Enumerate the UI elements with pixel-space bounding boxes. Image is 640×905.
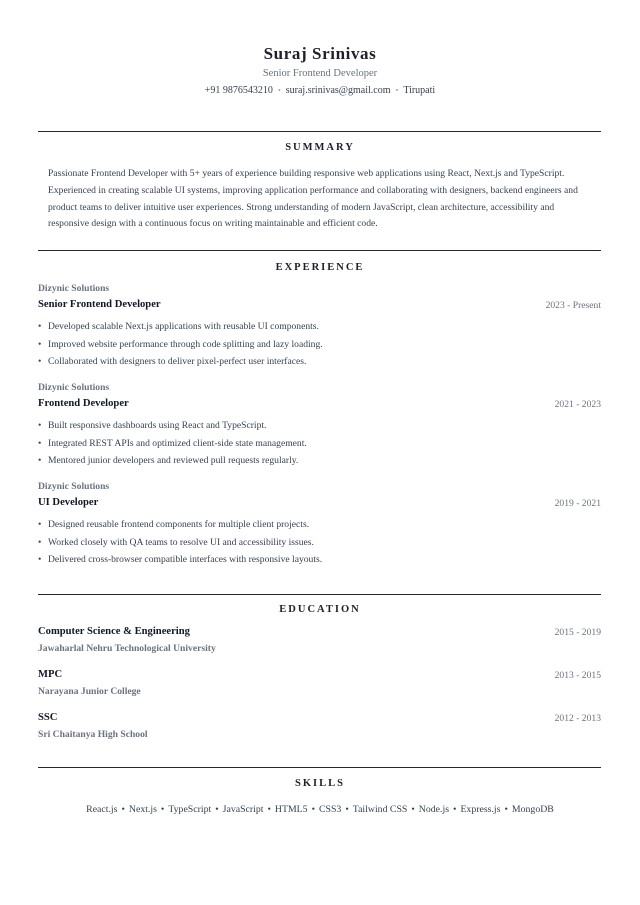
skill-item: CSS3 — [319, 804, 342, 815]
education-dates: 2015 - 2019 — [554, 627, 601, 638]
contact-separator: • — [277, 86, 281, 95]
skill-item: HTML5 — [274, 804, 308, 815]
job-bullets — [38, 516, 322, 569]
job-company: Dizynic Solutions — [38, 481, 110, 492]
candidate-title: Senior Frontend Developer — [262, 68, 378, 79]
education-degree: Computer Science & Engineering — [38, 626, 190, 637]
list-item: • Integrated REST APIs and optimized client-side state management. — [38, 437, 307, 449]
skill-item: MongoDB — [511, 804, 554, 815]
job-bullets — [38, 417, 307, 470]
section-divider — [38, 767, 601, 768]
education-dates: 2012 - 2013 — [554, 713, 601, 724]
resume-header — [0, 44, 640, 98]
experience-heading: EXPERIENCE — [275, 262, 365, 273]
list-item: • Collaborated with designers to deliver pixel-perfect user interfaces. — [38, 356, 307, 367]
skill-separator: • — [311, 804, 315, 815]
skill-separator: • — [160, 804, 165, 815]
skill-item: Node.js — [418, 804, 450, 815]
skill-separator: • — [267, 804, 271, 815]
education-heading: EDUCATION — [279, 604, 361, 615]
contact-separator: • — [395, 86, 399, 95]
skill-separator: • — [411, 804, 415, 815]
skill-separator: • — [504, 804, 508, 815]
summary-heading: SUMMARY — [285, 142, 355, 153]
skills-list — [0, 804, 640, 815]
section-divider — [38, 131, 601, 132]
education-degree: MPC — [38, 669, 63, 680]
skills-heading: SKILLS — [295, 778, 345, 789]
list-item: • Improved website performance through code splitting and lazy loading. — [38, 338, 323, 350]
list-item: • Mentored junior developers and reviewed pull requests regularly. — [38, 455, 299, 466]
skill-separator: • — [345, 804, 349, 815]
education-school: Sri Chaitanya High School — [38, 729, 148, 740]
list-item: • Delivered cross-browser compatible interfaces with responsive layouts. — [38, 554, 323, 565]
contact-phone: +91 9876543210 — [204, 85, 273, 96]
job-dates: 2019 - 2021 — [554, 498, 601, 509]
job-bullets — [38, 318, 323, 371]
job-company: Dizynic Solutions — [38, 382, 110, 393]
skill-separator: • — [215, 804, 219, 815]
job-dates: 2023 - Present — [545, 300, 601, 311]
candidate-name: Suraj Srinivas — [263, 44, 377, 63]
contact-line — [0, 84, 640, 98]
contact-location: Tirupati — [403, 85, 436, 96]
section-divider — [38, 594, 601, 595]
education-school: Jawaharlal Nehru Technological University — [38, 643, 216, 654]
job-role: UI Developer — [38, 497, 99, 508]
skill-item: TypeScript — [168, 804, 212, 815]
list-item: • Worked closely with QA teams to resolve UI and accessibility issues. — [38, 536, 314, 548]
summary-text: Passionate Frontend Developer with 5+ years of experience building responsive web applications using React, Next.js and TypeScript. Experienced in creating scalable UI systems, improving application performance and collaborating with designers, backend engineers and product teams to deliver intuitive user experiences. Strong understanding of modern JavaScript, clean architecture, accessibility and responsive design with a continuous focus on writing maintainable and efficient code. — [48, 168, 578, 230]
section-divider — [38, 250, 601, 251]
job-role: Senior Frontend Developer — [38, 299, 161, 310]
skill-separator: • — [121, 804, 125, 815]
skill-item: Tailwind CSS — [352, 804, 408, 815]
skill-item: JavaScript — [222, 804, 264, 815]
job-company: Dizynic Solutions — [38, 283, 110, 294]
skill-item: React.js — [86, 804, 118, 815]
skill-separator: • — [453, 804, 457, 815]
list-item: • Built responsive dashboards using React and TypeScript. — [38, 420, 267, 431]
contact-email: suraj.srinivas@gmail.com — [285, 85, 391, 96]
skill-item: Express.js — [460, 804, 501, 815]
education-school: Narayana Junior College — [38, 686, 141, 697]
list-item: • Designed reusable frontend components for multiple client projects. — [38, 519, 310, 530]
job-dates: 2021 - 2023 — [554, 399, 601, 410]
job-role: Frontend Developer — [38, 398, 129, 409]
education-dates: 2013 - 2015 — [554, 670, 601, 681]
list-item: • Developed scalable Next.js applications with reusable UI components. — [38, 321, 319, 332]
skill-item: Next.js — [128, 804, 157, 815]
education-degree: SSC — [38, 712, 58, 723]
